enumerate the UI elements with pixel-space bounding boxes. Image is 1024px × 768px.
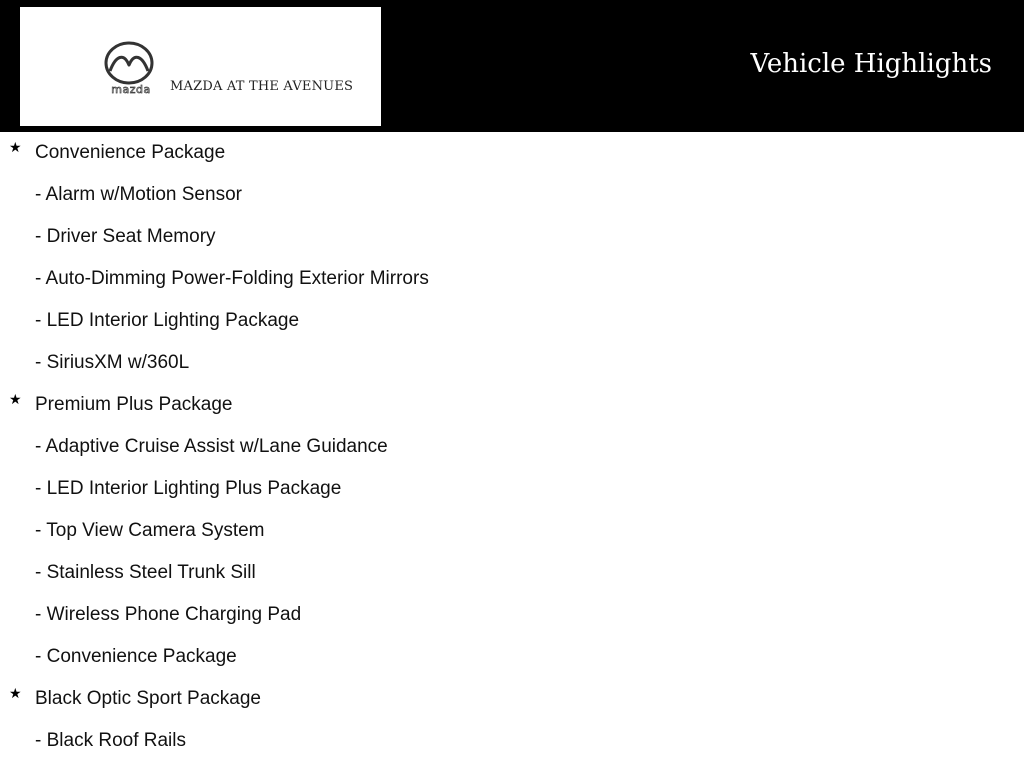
- star-icon: ★: [9, 686, 22, 702]
- feature-label: - Wireless Phone Charging Pad: [35, 604, 302, 625]
- feature-item: [0, 300, 1024, 342]
- feature-item: [0, 342, 1024, 384]
- feature-label: - Alarm w/Motion Sensor: [35, 184, 242, 205]
- feature-label: - Stainless Steel Trunk Sill: [35, 562, 256, 583]
- highlights-list: [0, 132, 1024, 762]
- feature-item: [0, 510, 1024, 552]
- package-heading: [0, 678, 1024, 720]
- feature-item: [0, 426, 1024, 468]
- logo-wordmark-text: mazda: [111, 83, 151, 96]
- package-label: Black Optic Sport Package: [35, 688, 261, 709]
- feature-label: - Top View Camera System: [35, 520, 265, 541]
- feature-item: [0, 468, 1024, 510]
- feature-item: [0, 594, 1024, 636]
- feature-label: - Adaptive Cruise Assist w/Lane Guidance: [35, 436, 388, 457]
- star-icon: ★: [9, 140, 22, 156]
- header-banner: [0, 0, 1024, 132]
- package-label: Premium Plus Package: [35, 394, 233, 415]
- feature-label: - Auto-Dimming Power-Folding Exterior Mirrors: [35, 268, 429, 289]
- dealer-name: MAZDA AT THE AVENUES: [170, 79, 354, 94]
- feature-label: - LED Interior Lighting Package: [35, 310, 300, 331]
- feature-label: - SiriusXM w/360L: [35, 352, 190, 373]
- feature-item: [0, 636, 1024, 678]
- feature-label: - Driver Seat Memory: [35, 226, 216, 247]
- feature-item: [0, 174, 1024, 216]
- star-icon: ★: [9, 392, 22, 408]
- feature-label: - Convenience Package: [35, 646, 237, 667]
- mazda-wordmark: [102, 82, 160, 96]
- package-label: Convenience Package: [35, 142, 226, 163]
- feature-item: [0, 720, 1024, 762]
- feature-label: - LED Interior Lighting Plus Package: [35, 478, 342, 499]
- page-title: Vehicle Highlights: [750, 49, 992, 79]
- feature-item: [0, 552, 1024, 594]
- feature-item: [0, 258, 1024, 300]
- feature-label: - Black Roof Rails: [35, 730, 186, 751]
- package-heading: [0, 132, 1024, 174]
- package-heading: [0, 384, 1024, 426]
- feature-item: [0, 216, 1024, 258]
- dealer-logo: [20, 7, 381, 126]
